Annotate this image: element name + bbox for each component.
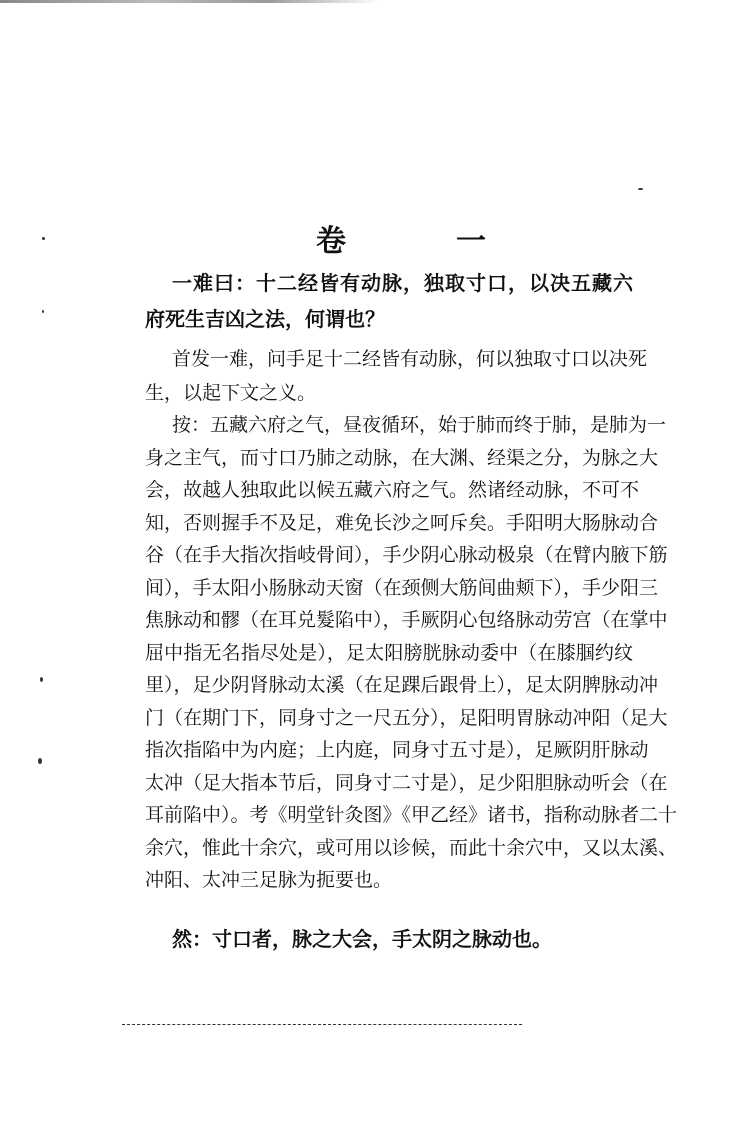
commentary-line: 首发一难，问手足十二经皆有动脉，何以独取寸口以决死 <box>172 348 648 370</box>
note-line: 知，否则握手不及足，难免长沙之呵斥矣。手阳明大肠脉动合 <box>145 511 659 534</box>
note-line: 冲阳、太冲三足脉为扼要也。 <box>145 869 393 891</box>
scan-speck <box>42 237 45 240</box>
commentary-line: 生，以起下文之义。 <box>145 382 317 404</box>
note-line: 里），足少阴肾脉动太溪（在足踝后跟骨上），足太阴脾脉动冲 <box>145 674 659 696</box>
scan-speck <box>40 677 43 682</box>
scan-speck <box>638 188 643 190</box>
note-line: 会，故越人独取此以候五藏六府之气。然诸经动脉，不可不 <box>145 479 640 501</box>
chapter-heading: 卷 一 <box>316 224 526 259</box>
note-line: 太冲（足大指本节后，同身寸二寸是），足少阳胆脉动听会（在 <box>145 771 668 794</box>
note-line: 指次指陷中为内庭；上内庭，同身寸五寸是），足厥阴肝脉动 <box>145 739 649 761</box>
note-line: 门（在期门下，同身寸之一尺五分），足阳明胃脉动冲阳（足大 <box>145 706 668 729</box>
note-line: 谷（在手大指次指岐骨间），手少阴心脉动极泉（在臂内腋下筋 <box>145 544 668 566</box>
scan-speck <box>38 758 42 764</box>
scan-edge-artifact <box>0 0 380 3</box>
note-line: 按：五藏六府之气，昼夜循环，始于肺而终于肺，是肺为一 <box>172 414 667 436</box>
footer-rule <box>122 1024 522 1025</box>
note-line: 余穴，惟此十余穴，或可用以诊候，而此十余穴中，又以太溪、 <box>145 836 678 859</box>
note-line: 身之主气，而寸口乃肺之动脉，在大渊、经渠之分，为脉之大 <box>145 446 659 469</box>
question-line: 府死生吉凶之法，何谓也？ <box>145 307 385 331</box>
scan-speck <box>42 310 44 313</box>
note-line: 焦脉动和髎（在耳兑髮陷中），手厥阴心包络脉动劳宫（在掌中 <box>145 609 668 631</box>
note-line: 间），手太阳小肠脉动天窗（在颈侧大筋间曲颊下），手少阳三 <box>145 576 659 599</box>
answer-line: 然：寸口者，脉之大会，手太阴之脉动也。 <box>172 927 552 951</box>
note-line: 屈中指无名指尽处是），足太阳膀胱脉动委中（在膝腘约纹 <box>145 641 633 664</box>
note-line: 耳前陷中）。考《明堂针灸图》《甲乙经》诸书，指称动脉者二十 <box>145 804 678 826</box>
question-line: 一难曰：十二经皆有动脉，独取寸口，以决五藏六 <box>172 271 633 295</box>
